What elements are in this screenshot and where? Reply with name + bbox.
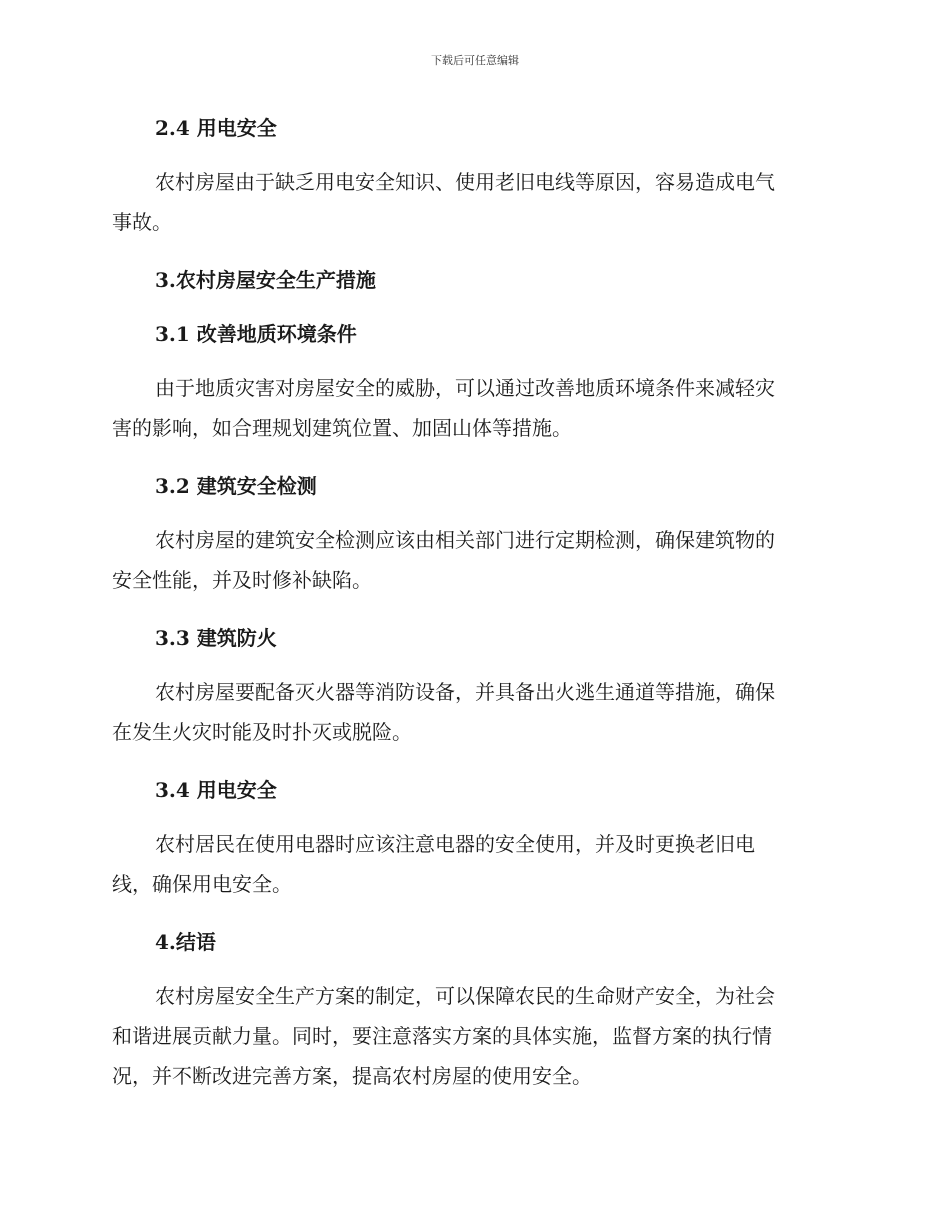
paragraph-line: 农村房屋的建筑安全检测应该由相关部门进行定期检测，确保建筑物的	[155, 528, 775, 552]
paragraph-line: 在发生火灾时能及时扑灭或脱险。	[112, 720, 412, 744]
paragraph-line: 况，并不断改进完善方案，提高农村房屋的使用安全。	[112, 1064, 592, 1088]
paragraph-line: 农村居民在使用电器时应该注意电器的安全使用，并及时更换老旧电	[155, 832, 755, 856]
section-heading-3-4: 3.4 用电安全	[155, 778, 277, 802]
paragraph-line: 农村房屋安全生产方案的制定，可以保障农民的生命财产安全，为社会	[155, 984, 775, 1008]
paragraph-line: 和谐进展贡献力量。同时，要注意落实方案的具体实施，监督方案的执行情	[112, 1024, 772, 1048]
paragraph-line: 农村房屋由于缺乏用电安全知识、使用老旧电线等原因，容易造成电气	[155, 170, 775, 194]
paragraph-line: 农村房屋要配备灭火器等消防设备，并具备出火逃生通道等措施，确保	[155, 680, 775, 704]
page-header-note: 下载后可任意编辑	[431, 54, 519, 67]
paragraph-line: 害的影响，如合理规划建筑位置、加固山体等措施。	[112, 416, 572, 440]
paragraph-line: 安全性能，并及时修补缺陷。	[112, 568, 372, 592]
paragraph-2-4	[112, 162, 834, 242]
paragraph-3-4	[112, 824, 834, 904]
section-heading-3-1: 3.1 改善地质环境条件	[155, 322, 357, 346]
paragraph-3-2	[112, 520, 834, 600]
section-heading-3-2: 3.2 建筑安全检测	[155, 474, 317, 498]
paragraph-3-3	[112, 672, 834, 752]
section-heading-3-3: 3.3 建筑防火	[155, 626, 277, 650]
paragraph-line: 线，确保用电安全。	[112, 872, 292, 896]
paragraph-line: 事故。	[112, 210, 172, 234]
section-heading-4: 4.结语	[155, 930, 216, 954]
section-heading-2-4: 2.4 用电安全	[155, 116, 277, 140]
paragraph-line: 由于地质灾害对房屋安全的威胁，可以通过改善地质环境条件来减轻灾	[155, 376, 775, 400]
paragraph-4	[112, 976, 834, 1096]
section-heading-3: 3.农村房屋安全生产措施	[155, 268, 376, 292]
paragraph-3-1	[112, 368, 834, 448]
